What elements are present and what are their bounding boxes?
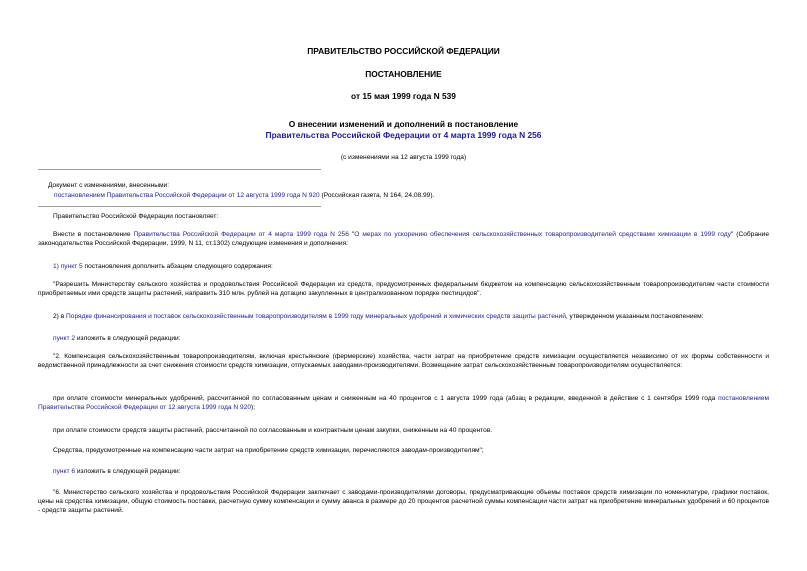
- divider-bottom: [38, 206, 321, 207]
- resolution-920-link[interactable]: постановлением Правительства Российской Федерации от 12 августа 1999 года N 920: [38, 395, 769, 411]
- amended-act-link[interactable]: Правительства Российской Федерации от 4 марта 1999 года N 256: [265, 130, 542, 140]
- paragraph-transfer: Средства, предусмотренные на компенсацию части затрат на приобретение средств химизации, перечисляются заводам-производителям";: [53, 447, 484, 454]
- paragraph-item-2: 2) в Порядке финансирования и поставок сельскохозяйственным товаропроизводителям в 1999 году минеральных удобрений и химических средств защиты растений, утвержденном указанным постановлением:: [53, 313, 704, 320]
- amend-block-link[interactable]: постановлением Правительства Российской Федерации от 12 августа 1999 года N 920: [54, 192, 320, 199]
- paragraph-plant-protection: при оплате стоимости средств защиты растений, рассчитанной по согласованным и контрактным ценам закупки, сниженным на 40 процентов.: [53, 427, 493, 434]
- procedure-link[interactable]: Порядке финансирования и поставок сельскохозяйственным товаропроизводителям в 1999 году минеральных удобрений и химических средств защиты растений: [66, 313, 566, 320]
- point-2-link[interactable]: пункт 2: [53, 335, 75, 342]
- paragraph-item-1: 1) пункт 5 постановления дополнить абзацем следующего содержания:: [53, 263, 273, 270]
- paragraph-fertilizers: при оплате стоимости минеральных удобрений, рассчитанной по согласованным ценам и сниженным на 40 процентов с 1 августа 1999 года (абзац в редакции, введенной в действие с 1 сентября 1999 года постановлением Правительства Российской Федерации от 12 августа 1999 года N 920);: [38, 395, 769, 411]
- amend-block-label: Документ с изменениями, внесенными:: [48, 182, 170, 189]
- document-title: О внесении изменений и дополнений в постановление: [288, 119, 519, 129]
- amend-block-entry: [54, 191, 768, 200]
- amend-block-source: (Российская газета, N 164, 24.08.99).: [319, 192, 435, 199]
- resolution-title-link[interactable]: О мерах по ускорению обеспечения сельскохозяйственных товаропроизводителей средствами химизации в 1999 году: [354, 231, 731, 238]
- government-heading: ПРАВИТЕЛЬСТВО РОССИЙСКОЙ ФЕДЕРАЦИИ: [307, 46, 500, 56]
- amendment-note: (с изменениями на 12 августа 1999 года): [340, 154, 467, 161]
- document-date: от 15 мая 1999 года N 539: [351, 91, 456, 101]
- paragraph-permit: "Разрешить Министерству сельского хозяйства и продовольствия Российской Федерации из средств, предусмотренных федеральным бюджетом на компенсацию сельскохозяйственным товаропроизводителям части стоимости приобретаемых ими средств защиты растений, направить 310 млн. рублей на дотацию закупленных в централизованном порядке пестицидов".: [38, 281, 769, 297]
- document-type: ПОСТАНОВЛЕНИЕ: [365, 69, 442, 79]
- paragraph-point-6: пункт 6 изложить в следующей редакции:: [53, 468, 181, 475]
- item-5-link[interactable]: 1) пункт 5: [53, 263, 83, 270]
- paragraph-compensation: "2. Компенсация сельскохозяйственным товаропроизводителям, включая крестьянские (фермерские) хозяйства, части затрат на приобретение средств химизации осуществляется независимо от их формы собственности и ведомственной принадлежности за счет снижения стоимости средств химизации, отпускаемых заводами-производителями. Возмещение затрат сельскохозяйственным товаропроизводителям осуществляется:: [38, 353, 769, 369]
- point-6-link[interactable]: пункт 6: [53, 468, 75, 475]
- resolution-256-link[interactable]: Правительства Российской Федерации от 4 марта 1999 года N 256: [133, 231, 349, 238]
- divider-top: [38, 169, 321, 170]
- paragraph-point-2: пункт 2 изложить в следующей редакции:: [53, 335, 181, 342]
- paragraph-decree: Правительство Российской Федерации постановляет:: [53, 213, 219, 220]
- paragraph-introduce: Внести в постановление Правительства Российской Федерации от 4 марта 1999 года N 256 "О мерах по ускорению обеспечения сельскохозяйственных товаропроизводителей средствами химизации в 1999 году" (Собрание законодательства Российской Федерации, 1999, N 11, ст.1302) следующие изменения и дополнения:: [38, 231, 769, 247]
- paragraph-ministry-contracts: "6. Министерство сельского хозяйства и продовольствия Российской Федерации заключает с заводами-производителями договоры, предусматривающие объемы поставок средств химизации по номенклатуре, графики поставок, цены на средства химизации, общую стоимость поставки, расчетную сумму компенсации и сумму аванса в размере до 20 процентов расчетной суммы компенсации части затрат на приобретение минеральных удобрений и 60 процентов - средств защиты растений.: [38, 489, 769, 514]
